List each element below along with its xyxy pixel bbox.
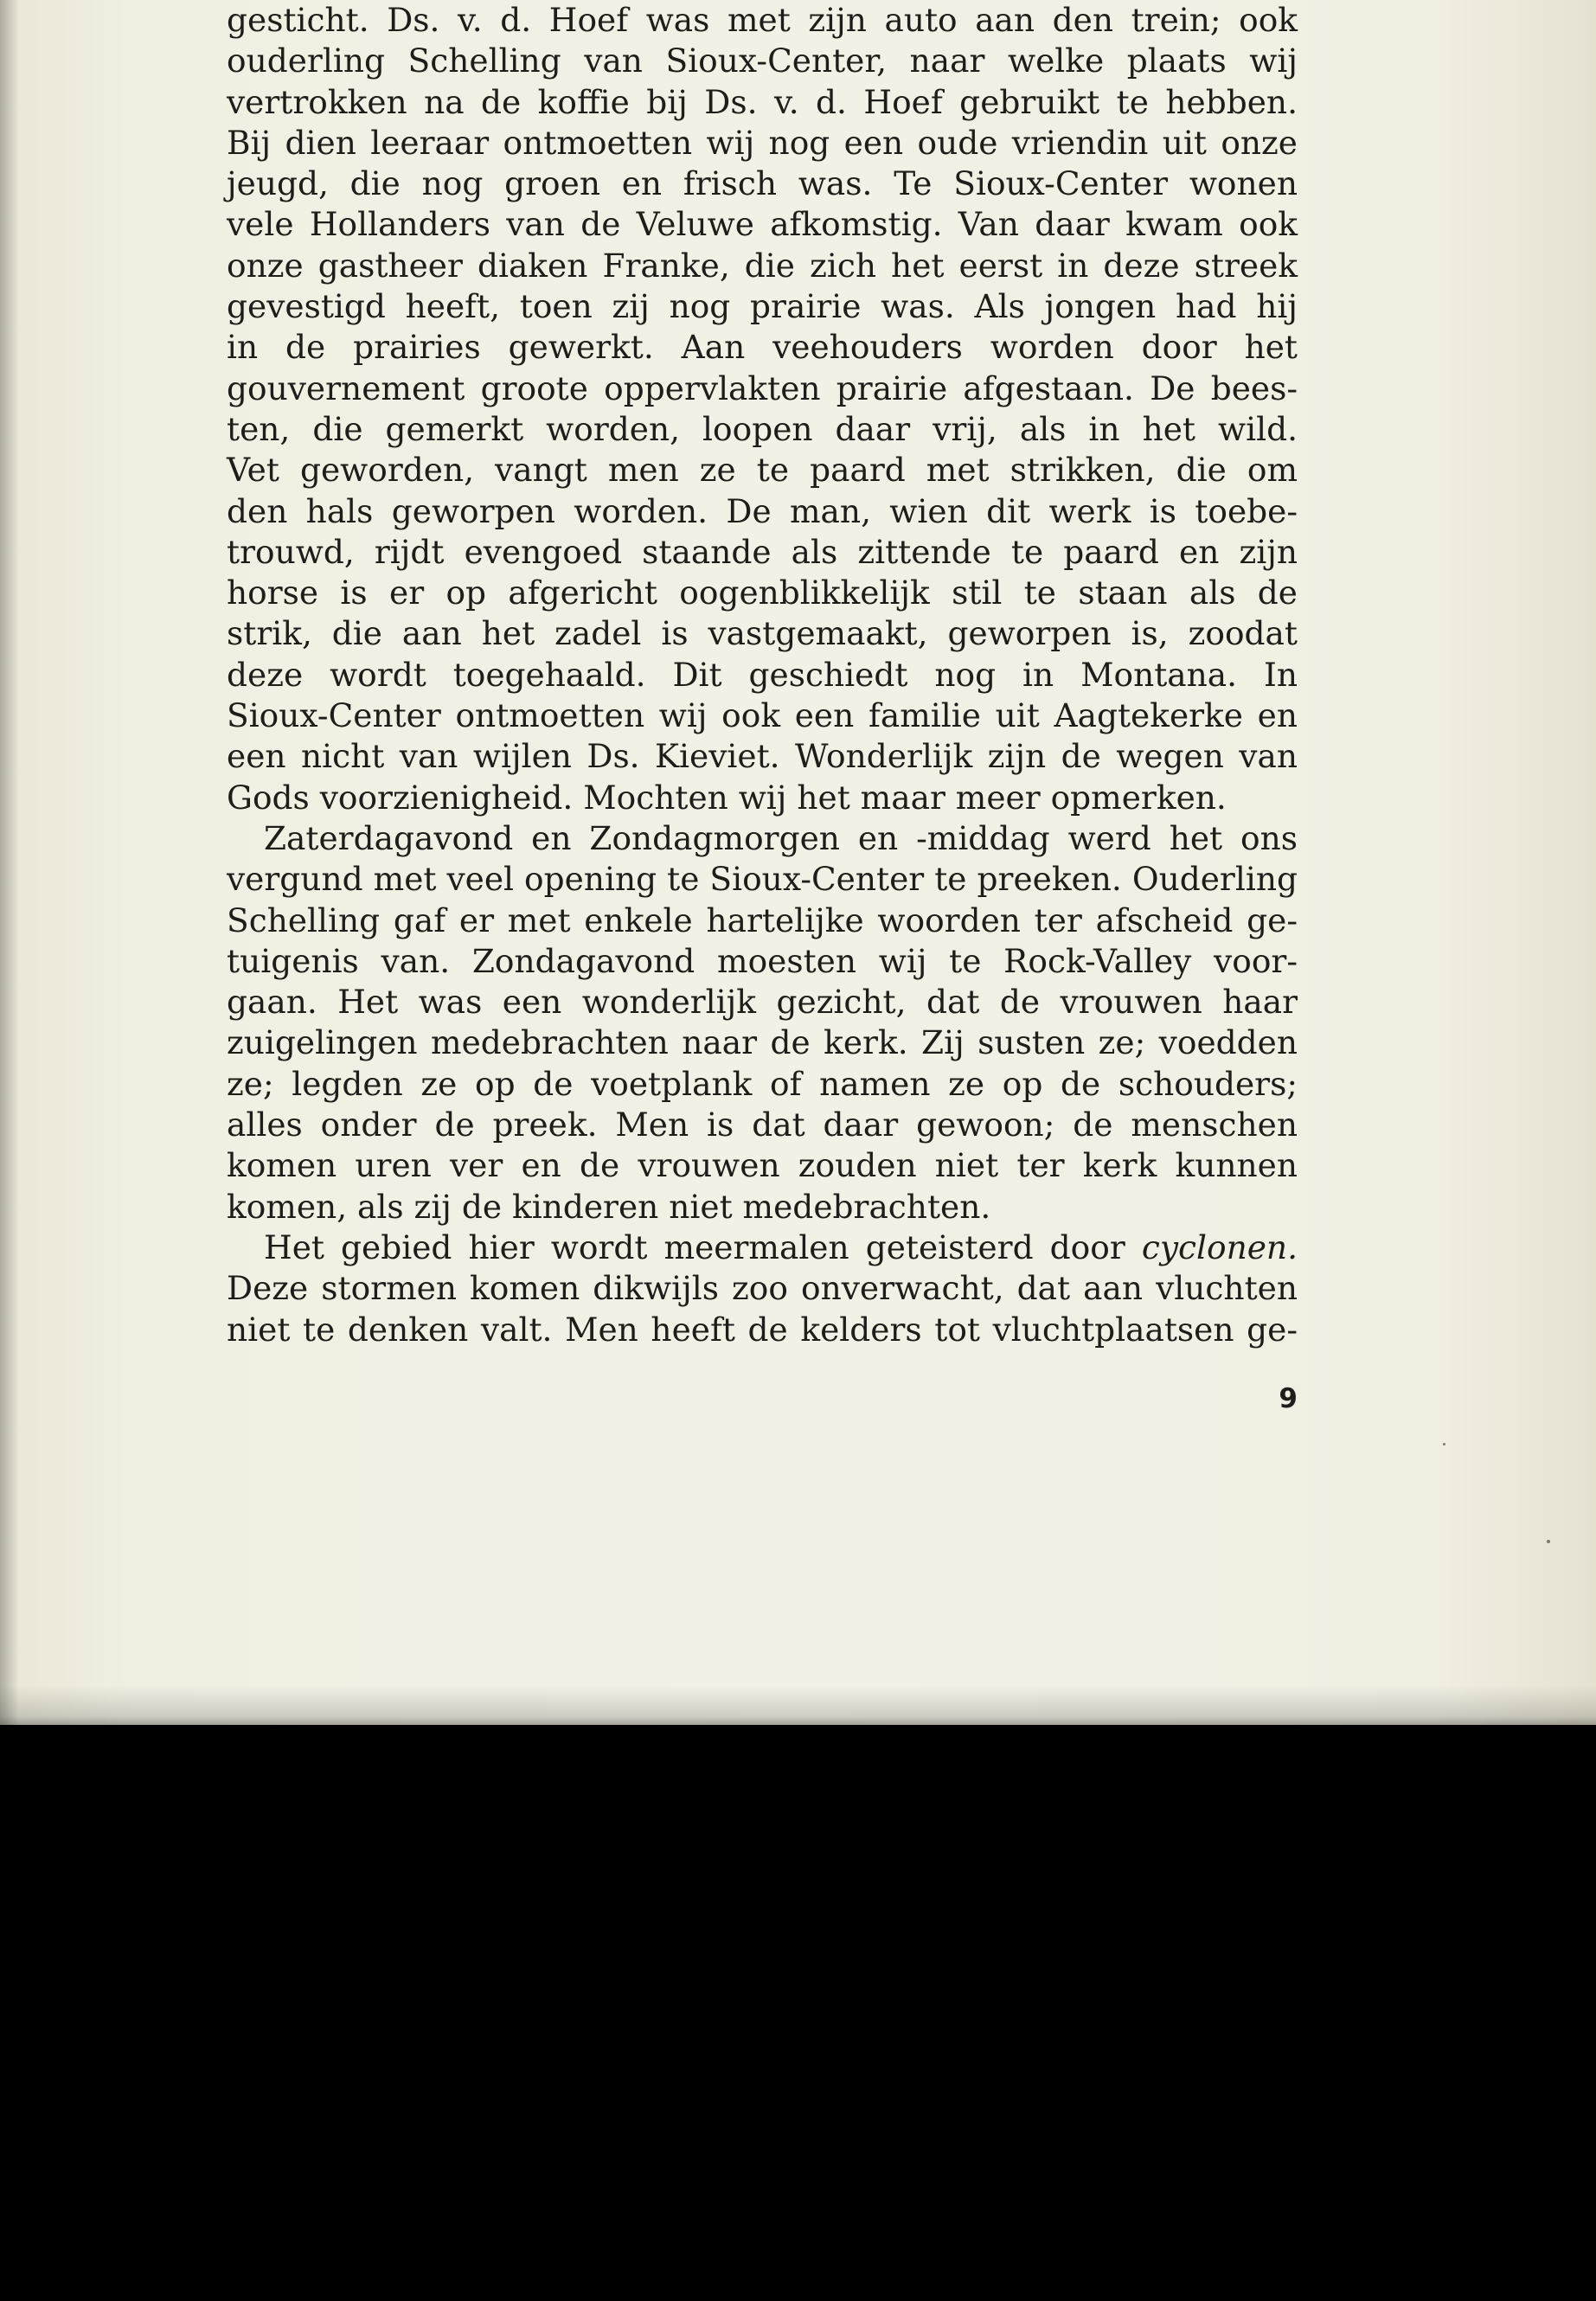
text-line: Schelling gaf er met enkele hartelijke woorden ter afscheid ge-	[227, 901, 1298, 939]
paragraph-end-line: Gods voorzienigheid. Mochten wij het maar meer opmerken.	[227, 778, 1227, 817]
paper-speck	[1547, 1540, 1550, 1543]
paragraph-end-line: komen, als zij de kinderen niet medebrachten.	[227, 1187, 991, 1226]
page-bottom-edge	[0, 1685, 1596, 1737]
paragraph-start-line: Zaterdagavond en Zondagmorgen en -middag werd het ons	[264, 818, 1298, 857]
text-line: vertrokken na de koffie bij Ds. v. d. Hoef gebruikt te hebben.	[227, 82, 1298, 121]
text-line: vele Hollanders van de Veluwe afkomstig. Van daar kwam ook	[227, 205, 1298, 244]
text-line: jeugd, die nog groen en frisch was. Te Sioux-Center wonen	[227, 164, 1298, 203]
text-line: ouderling Schelling van Sioux-Center, naar welke plaats wij	[227, 42, 1298, 80]
gutter-shadow	[0, 0, 19, 1725]
emphasized-word: cyclonen.	[1141, 1227, 1298, 1266]
text-line: tuigenis van. Zondagavond moesten wij te Rock-Valley voor-	[227, 941, 1298, 980]
text-line: een nicht van wijlen Ds. Kieviet. Wonderlijk zijn de wegen van	[227, 737, 1298, 776]
text-line: alles onder de preek. Men is dat daar gewoon; de menschen	[227, 1106, 1298, 1144]
text-line: Sioux-Center ontmoetten wij ook een familie uit Aagtekerke en	[227, 696, 1298, 735]
text-line: gesticht. Ds. v. d. Hoef was met zijn auto aan den trein; ook	[227, 1, 1298, 39]
text-line: ze; legden ze op de voetplank of namen ze op de schouders;	[227, 1064, 1298, 1103]
paper-speck	[1443, 1443, 1445, 1445]
text-line: in de prairies gewerkt. Aan veehouders worden door het	[227, 328, 1298, 367]
text-line: gaan. Het was een wonderlijk gezicht, dat de vrouwen haar	[227, 983, 1298, 1022]
body-text	[227, 0, 1298, 1350]
text-line: trouwd, rijdt evengoed staande als zittende te paard en zijn	[227, 532, 1298, 571]
text-line: gouvernement groote oppervlakten prairie afgestaan. De bees-	[227, 369, 1298, 407]
text-line: den hals geworpen worden. De man, wien dit werk is toebe-	[227, 491, 1298, 530]
text-line: horse is er op afgericht oogenblikkelijk stil te staan als de	[227, 574, 1298, 612]
text-line: onze gastheer diaken Franke, die zich het eerst in deze streek	[227, 246, 1298, 285]
text-line: strik, die aan het zadel is vastgemaakt, geworpen is, zoodat	[227, 614, 1298, 653]
text-line: Bij dien leeraar ontmoetten wij nog een oude vriendin uit onze	[227, 123, 1298, 162]
paragraph-start-line	[227, 1227, 1298, 1268]
text-line: ten, die gemerkt worden, loopen daar vrij, als in het wild.	[227, 409, 1298, 448]
text-line: deze wordt toegehaald. Dit geschiedt nog in Montana. In	[227, 655, 1298, 694]
text-line: komen uren ver en de vrouwen zouden niet ter kerk kunnen	[227, 1146, 1298, 1185]
text-line: niet te denken valt. Men heeft de kelders tot vluchtplaatsen ge-	[227, 1310, 1298, 1349]
text-line: gevestigd heeft, toen zij nog prairie was. Als jongen had hij	[227, 287, 1298, 326]
text-line: Deze stormen komen dikwijls zoo onverwacht, dat aan vluchten	[227, 1269, 1298, 1308]
text-line: zuigelingen medebrachten naar de kerk. Zij susten ze; voedden	[227, 1023, 1298, 1062]
page-number: 9	[1279, 1383, 1298, 1414]
text-line: vergund met veel opening te Sioux-Center te preeken. Ouderling	[227, 860, 1298, 899]
text-line: Vet geworden, vangt men ze te paard met strikken, die om	[227, 451, 1298, 490]
text-run: Het gebied hier wordt meermalen geteisterd door	[264, 1227, 1142, 1266]
